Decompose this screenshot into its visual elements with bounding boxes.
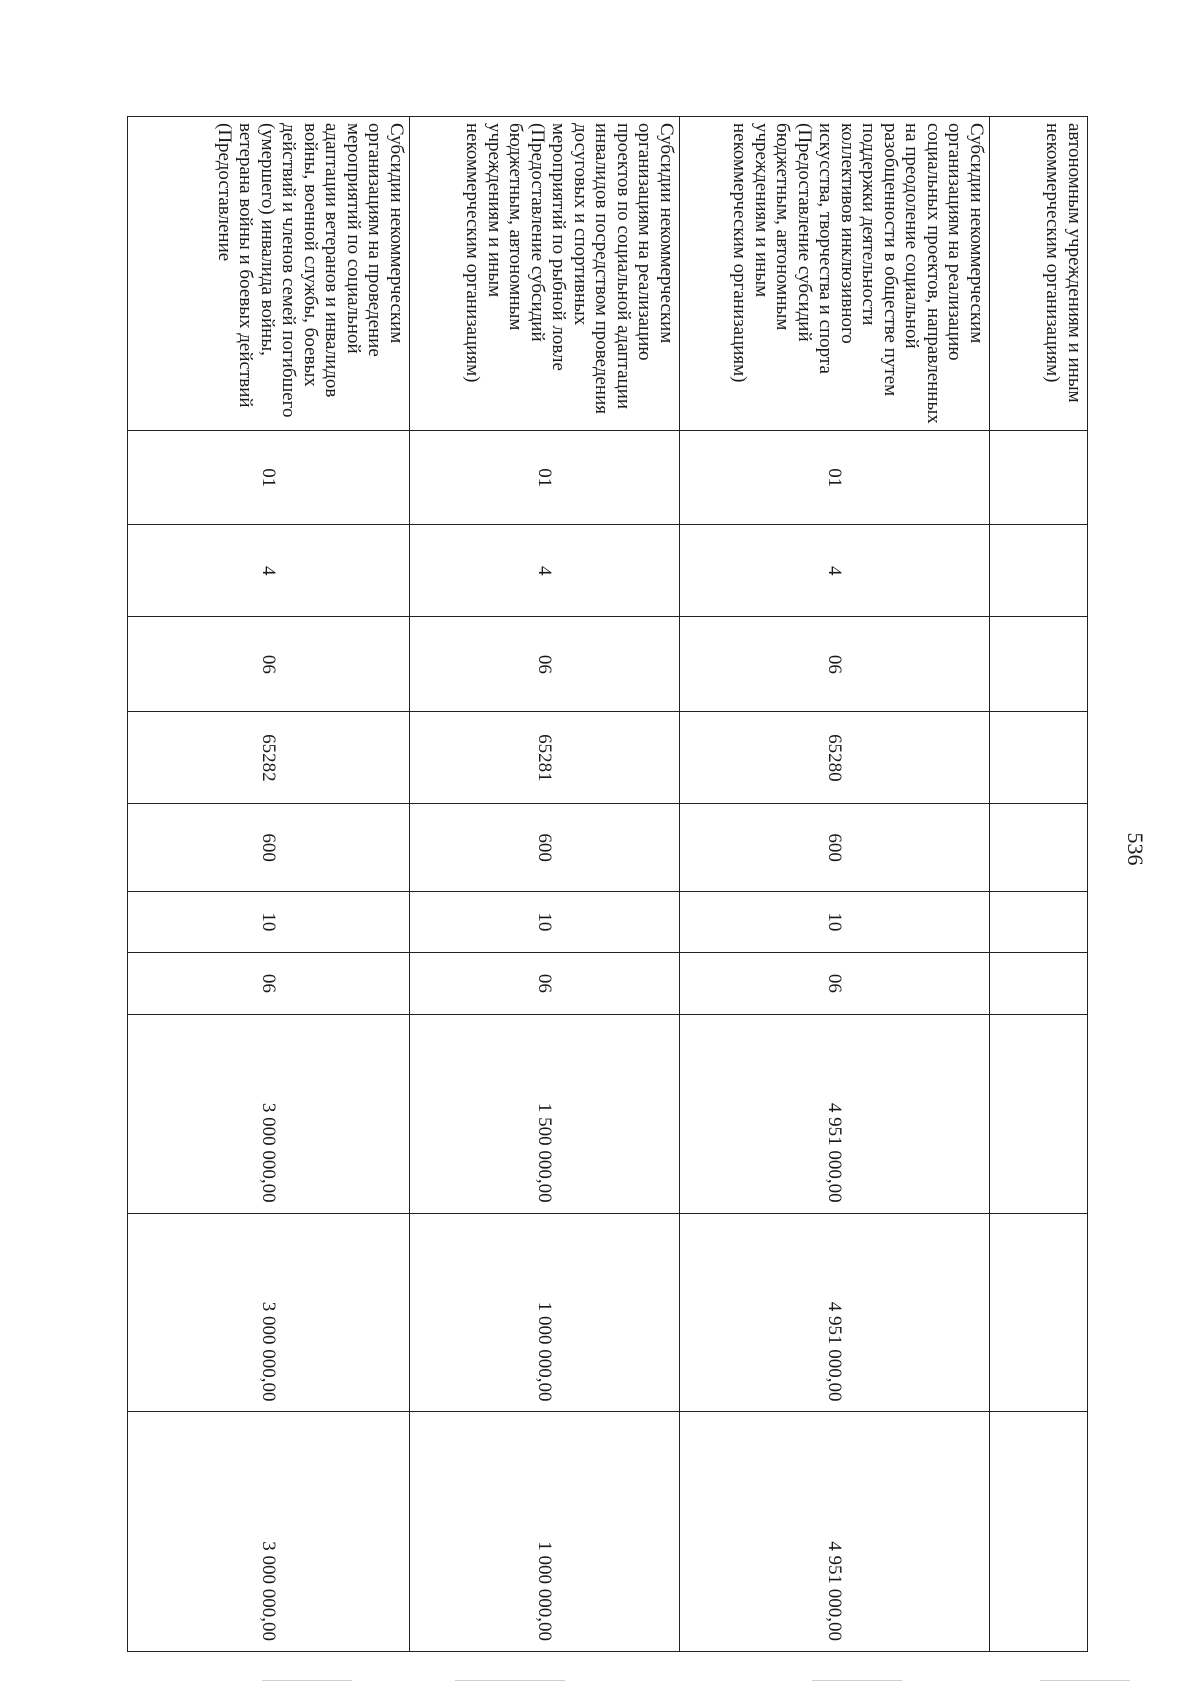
table-row (410, 117, 680, 1652)
code-cell (990, 525, 1088, 617)
row-name-cell: Субсидии некоммерческим организациям на проведение мероприятий по социальной адаптации ветеранов и инвалидов войны, военной службы, боевых действий и членов семей погибшего (умершего) инвалида войны, ветерана войны и боевых действий (Предоставление (128, 117, 410, 431)
code-cell: 06 (680, 952, 990, 1014)
code-cell: 65281 (410, 712, 680, 804)
code-cell (990, 712, 1088, 804)
code-cell (990, 617, 1088, 712)
code-cell: 4 (128, 525, 410, 617)
rotated-table-container (128, 116, 1088, 1652)
amount-cell: 4 951 000,00 (680, 1213, 990, 1412)
amount-cell (990, 1412, 1088, 1652)
code-cell (990, 804, 1088, 892)
row-name-cell: автономным учреждениям и иным некоммерческим организациям) (990, 117, 1088, 431)
amount-cell (990, 1213, 1088, 1412)
scan-footer-marks (0, 1680, 1200, 1686)
code-cell: 01 (410, 431, 680, 525)
code-cell: 10 (680, 891, 990, 952)
row-name-cell: Субсидии некоммерческим организациям на реализацию социальных проектов, направленных на преодоление социальной разобщенности в обществе путем поддержки деятельности коллективов инклюзивного искусства, творчества и спорта (Предоставление субсидий бюджетным, автономным учреждениям и иным некоммерческим организациям) (680, 117, 990, 431)
amount-cell: 4 951 000,00 (680, 1014, 990, 1213)
amount-cell: 1 000 000,00 (410, 1213, 680, 1412)
amount-cell: 3 000 000,00 (128, 1213, 410, 1412)
code-cell: 01 (680, 431, 990, 525)
code-cell: 10 (410, 891, 680, 952)
table-row (680, 117, 990, 1652)
amount-cell: 1 500 000,00 (410, 1014, 680, 1213)
code-cell: 06 (680, 617, 990, 712)
code-cell: 600 (128, 804, 410, 892)
amount-cell: 4 951 000,00 (680, 1412, 990, 1652)
code-cell: 600 (680, 804, 990, 892)
table-row (990, 117, 1088, 1652)
page-number: 536 (1123, 832, 1148, 866)
amount-cell: 3 000 000,00 (128, 1412, 410, 1652)
code-cell: 4 (410, 525, 680, 617)
code-cell: 06 (410, 617, 680, 712)
table-row (128, 117, 410, 1652)
row-name-cell: Субсидии некоммерческим организациям на реализацию проектов по социальной адаптации инвалидов посредством проведения досуговых и спортивных мероприятий по рыбной ловле (Предоставление субсидий бюджетным, автономным учреждениям и иным некоммерческим организациям) (410, 117, 680, 431)
code-cell: 01 (128, 431, 410, 525)
code-cell (990, 891, 1088, 952)
amount-cell (990, 1014, 1088, 1213)
code-cell: 4 (680, 525, 990, 617)
budget-table (127, 116, 1088, 1652)
code-cell (990, 952, 1088, 1014)
amount-cell: 1 000 000,00 (410, 1412, 680, 1652)
code-cell: 06 (410, 952, 680, 1014)
amount-cell: 3 000 000,00 (128, 1014, 410, 1213)
code-cell: 06 (128, 617, 410, 712)
code-cell (990, 431, 1088, 525)
code-cell: 65280 (680, 712, 990, 804)
code-cell: 65282 (128, 712, 410, 804)
code-cell: 10 (128, 891, 410, 952)
code-cell: 06 (128, 952, 410, 1014)
code-cell: 600 (410, 804, 680, 892)
